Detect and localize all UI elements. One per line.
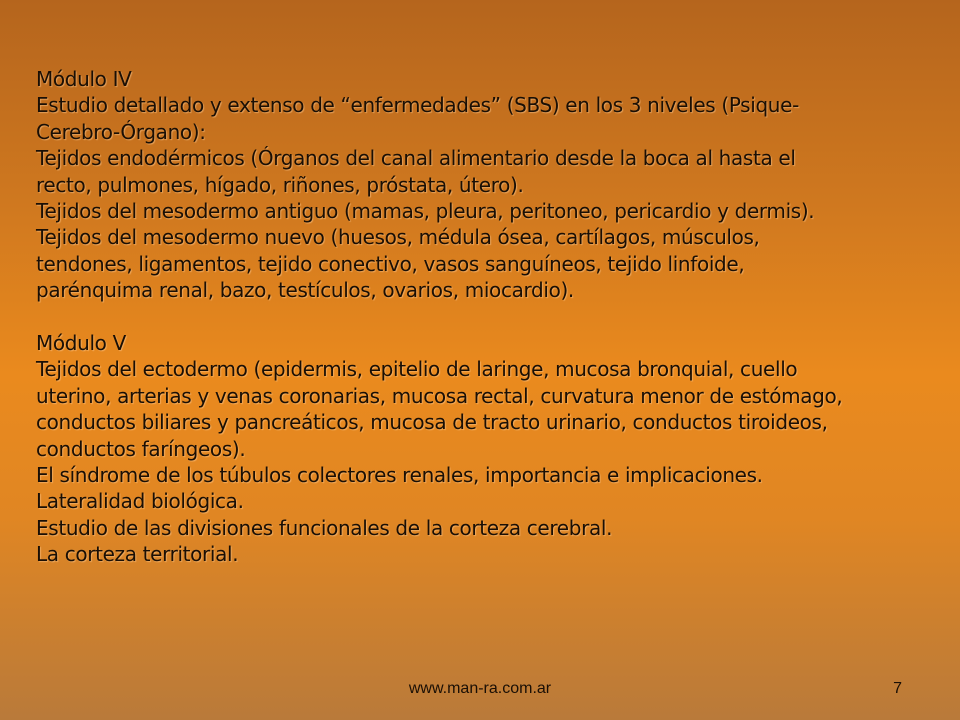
module-v-section xyxy=(36,330,926,568)
module-v-line: conductos biliares y pancreáticos, mucosa de tracto urinario, conductos tiroideos, xyxy=(36,410,828,435)
module-iv-line: recto, pulmones, hígado, riñones, próstata, útero). xyxy=(36,172,524,197)
page-number: 7 xyxy=(893,680,902,697)
section-gap xyxy=(36,304,926,330)
module-iv-line: Tejidos del mesodermo antiguo (mamas, pleura, peritoneo, pericardio y dermis). xyxy=(36,199,815,224)
module-v-title: Módulo V xyxy=(36,331,126,356)
module-iv-section xyxy=(36,66,926,304)
module-iv-line: Tejidos endodérmicos (Órganos del canal alimentario desde la boca al hasta el xyxy=(36,146,796,171)
module-v-line: El síndrome de los túbulos colectores renales, importancia e implicaciones. xyxy=(36,463,763,488)
module-v-line: La corteza territorial. xyxy=(36,542,239,567)
footer-url: www.man-ra.com.ar xyxy=(408,680,552,697)
module-iv-title: Módulo IV xyxy=(36,67,132,91)
module-v-line: Tejidos del ectodermo (epidermis, epitelio de laringe, mucosa bronquial, cuello xyxy=(36,357,798,382)
module-iv-line: parénquima renal, bazo, testículos, ovarios, miocardio). xyxy=(36,278,574,303)
module-v-line: uterino, arterias y venas coronarias, mucosa rectal, curvatura menor de estómago, xyxy=(36,383,843,408)
module-v-line: Estudio de las divisiones funcionales de la corteza cerebral. xyxy=(36,515,613,540)
module-v-line: Lateralidad biológica. xyxy=(36,489,244,514)
module-iv-line: Tejidos del mesodermo nuevo (huesos, médula ósea, cartílagos, músculos, xyxy=(36,225,760,250)
module-iv-line: Cerebro-Órgano): xyxy=(36,119,206,144)
module-iv-line: Estudio detallado y extenso de “enfermedades” (SBS) en los 3 niveles (Psique- xyxy=(36,93,799,118)
module-iv-line: tendones, ligamentos, tejido conectivo, vasos sanguíneos, tejido linfoide, xyxy=(36,251,745,276)
module-v-line: conductos faríngeos). xyxy=(36,436,246,461)
slide-body xyxy=(36,66,926,568)
